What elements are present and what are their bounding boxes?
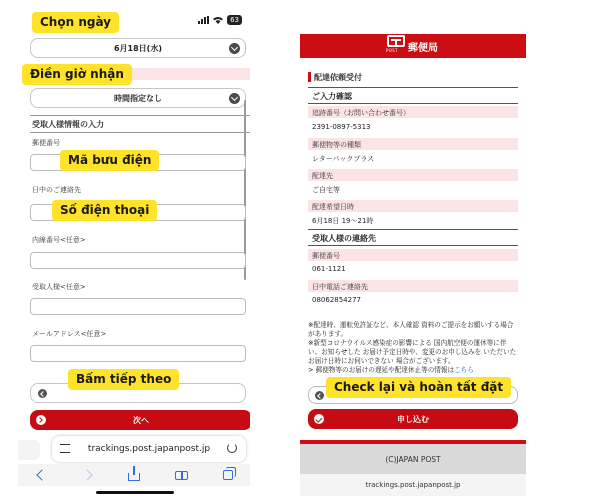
- status-icons: [198, 15, 242, 25]
- callout-fill-time: Điền giờ nhận: [22, 64, 132, 85]
- japan-post-header: [300, 34, 526, 58]
- time-select[interactable]: [30, 88, 246, 108]
- signal-icon: [198, 16, 209, 24]
- extension-input[interactable]: [30, 252, 246, 269]
- chevron-right-icon: [36, 415, 46, 425]
- extension-label: 内線番号<任意>: [32, 236, 86, 244]
- forward-arrow-icon[interactable]: [82, 469, 94, 481]
- chevron-left-icon: [315, 391, 324, 400]
- post-mark-icon: [387, 35, 405, 47]
- date-select-value: 6月18日(水): [113, 43, 162, 53]
- notice-id-check: ※配達時、運転免許証など、本人確認 資料のご提示をお願いする場合があります。: [308, 321, 514, 338]
- brand-name: 郵便局: [408, 43, 438, 54]
- logo-post-text: POST: [386, 48, 398, 53]
- divider: [30, 115, 250, 116]
- divider: [308, 103, 518, 104]
- email-input[interactable]: [30, 345, 246, 362]
- previous-tab-peek[interactable]: [18, 440, 40, 460]
- back-arrow-icon[interactable]: [35, 469, 47, 481]
- label-band: [308, 169, 518, 181]
- contact-heading: 受取人様の連絡先: [312, 234, 376, 243]
- date-select[interactable]: [30, 38, 246, 58]
- check-icon: [314, 414, 324, 424]
- confirm-heading: ご入力確認: [312, 92, 352, 101]
- url-text: trackings.post.japanpost.jp: [87, 444, 211, 454]
- recipient-name-input[interactable]: [30, 298, 246, 315]
- contact-postal-label: 郵便番号: [312, 252, 340, 260]
- tracking-number-value: 2391-0897-5313: [312, 123, 371, 131]
- url-text: trackings.post.japanpost.jp: [365, 481, 461, 489]
- mail-type-value: レターパックプラス: [312, 155, 375, 163]
- page-menu-icon[interactable]: [60, 444, 70, 453]
- mail-type-label: 郵便物等の種類: [312, 141, 361, 149]
- notice-covid: ※新型コロナウイルス感染症の影響による 国内航空便の運休等に伴い、お知らせした お届け予定日時や、変更のお申し込みを いただいたお届け日時にお伺いできない 場合がございます。: [308, 339, 517, 365]
- url-bar[interactable]: [300, 474, 526, 496]
- chevron-down-icon: [229, 43, 240, 54]
- tracking-number-label: 追跡番号（お問い合わせ番号）: [312, 109, 410, 117]
- delivery-dest-label: 配達先: [312, 172, 333, 180]
- delivery-dest-value: ご自宅等: [312, 186, 340, 194]
- divider: [308, 245, 518, 246]
- home-indicator: [96, 491, 174, 494]
- bookmarks-icon[interactable]: [175, 471, 188, 480]
- notice-link[interactable]: こちら: [454, 366, 474, 374]
- tabs-icon[interactable]: [223, 470, 233, 480]
- email-label: メールアドレス<任意>: [32, 330, 107, 338]
- time-select-value: 時間指定なし: [114, 93, 162, 103]
- callout-postal-code: Mã bưu điện: [60, 150, 159, 171]
- contact-phone-value: 08062854277: [312, 296, 361, 304]
- submit-button-label: 申し込む: [397, 414, 429, 424]
- callout-check-complete: Check lại và hoàn tất đặt: [326, 377, 511, 398]
- chevron-down-icon: [229, 93, 240, 104]
- share-icon[interactable]: [128, 473, 140, 481]
- notice-delay: [308, 366, 518, 375]
- postal-code-label: 郵便番号: [32, 139, 60, 147]
- url-bar[interactable]: [52, 436, 246, 462]
- callout-press-next: Bấm tiếp theo: [68, 369, 179, 390]
- wifi-icon: [213, 16, 223, 24]
- daytime-contact-label: 日中のご連絡先: [32, 186, 81, 194]
- callout-phone-number: Số điện thoại: [52, 200, 157, 221]
- notice-delay-text: > 郵便物等のお届けの遅延や配達休止等の情報は: [308, 366, 455, 374]
- delivery-time-value: 6月18日 19～21時: [312, 217, 374, 225]
- title-accent-bar: [308, 72, 311, 82]
- notice-text: [308, 321, 518, 375]
- copyright-footer: [300, 440, 526, 474]
- chevron-left-icon: [38, 389, 47, 398]
- submit-button[interactable]: [308, 409, 518, 429]
- divider: [308, 87, 518, 88]
- contact-phone-label: 日中電話ご連絡先: [312, 283, 368, 291]
- delivery-time-label: 配達希望日時: [312, 203, 354, 211]
- divider: [308, 229, 518, 230]
- right-phone-screen: [300, 34, 526, 496]
- copyright-text: (C)JAPAN POST: [385, 454, 441, 464]
- battery-icon: 63: [227, 15, 242, 25]
- page-title: 配達依頼受付: [314, 73, 362, 82]
- recipient-section-title: 受取人様情報の入力: [32, 120, 104, 129]
- japan-post-logo: [384, 35, 406, 53]
- reload-icon[interactable]: [227, 443, 237, 453]
- next-button[interactable]: [30, 410, 250, 430]
- browser-toolbar: [18, 464, 250, 486]
- divider: [30, 132, 250, 133]
- next-button-label: 次へ: [133, 415, 149, 425]
- recipient-name-label: 受取人様<任意>: [32, 283, 86, 291]
- contact-postal-value: 061-1121: [312, 265, 346, 273]
- callout-choose-date: Chọn ngày: [32, 12, 119, 33]
